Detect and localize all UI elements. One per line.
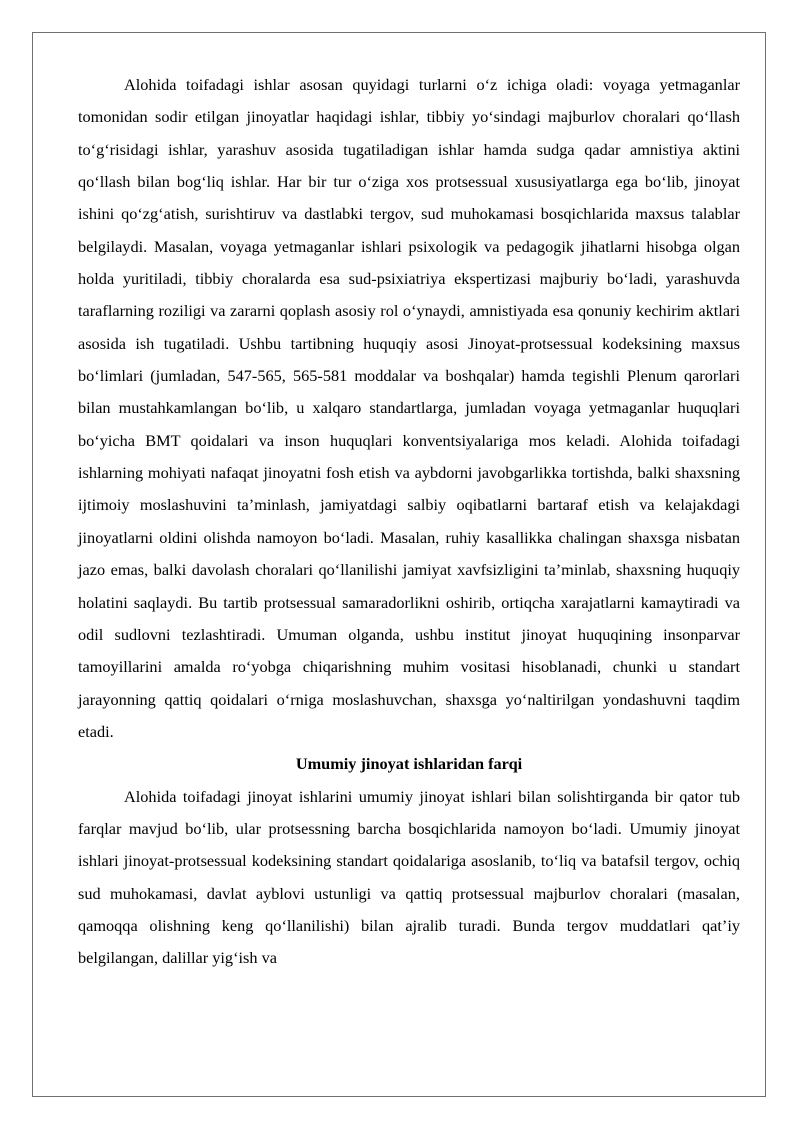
section-heading: Umumiy jinoyat ishlaridan farqi: [295, 754, 523, 774]
body-paragraph: Alohida toifadagi ishlar asosan quyidagi turlarni o‘z ichiga oladi: voyaga yetmaganlar tomonidan sodir etilgan jinoyatlar haqidagi ishlar, tibbiy yo‘sindagi majburlov choralari qo‘llash to‘g‘risidagi ishlar, yarashuv asosida tugatiladigan ishlar hamda sudga qadar amnistiya aktini qo‘llash bilan bog‘liq ishlar. Har bir tur o‘ziga xos protsessual xususiyatlarga ega bo‘lib, jinoyat ishini qo‘zg‘atish, surishtiruv va dastlabki tergov, sud muhokamasi bosqichlarida maxsus talablar belgilaydi. Masalan, voyaga yetmaganlar ishlari psixologik va pedagogik jihatlarni hisobga olgan holda yuritiladi, tibbiy choralarda esa sud-psixiatriya ekspertizasi majburiy bo‘ladi, yarashuvda taraflarning roziligi va zararni qoplash asosiy rol o‘ynaydi, amnistiyada esa qonuniy kechirim aktlari asosida ish tugatiladi. Ushbu tartibning huquqiy asosi Jinoyat-protsessual kodeksining maxsus bo‘limlari (jumladan, 547-565, 565-581 moddalar va boshqalar) hamda tegishli Plenum qarorlari bilan mustahkamlangan bo‘lib, u xalqaro standartlarga, jumladan voyaga yetmaganlar huquqlari bo‘yicha BMT qoidalari va inson huquqlari konventsiyalariga mos keladi. Alohida toifadagi ishlarning mohiyati nafaqat jinoyatni fosh etish va aybdorni javobgarlikka tortishda, balki shaxsning ijtimoiy moslashuvini ta’minlash, jamiyatdagi salbiy oqibatlarni bartaraf etish va kelajakdagi jinoyatlarni oldini olishda namoyon bo‘ladi. Masalan, ruhiy kasallikka chalingan shaxsga nisbatan jazo emas, balki davolash choralari qo‘llanilishi jamiyat xavfsizligini ta’minlab, shaxsning huquqiy holatini saqlaydi. Bu tartib protsessual samaradorlikni oshirib, ortiqcha xarajatlarni kamaytiradi va odil sudlovni tezlashtiradi. Umuman olganda, ushbu institut jinoyat huquqining insonparvar tamoyillarini amalda ro‘yobga chiqarishning muhim vositasi hisoblanadi, chunki u standart jarayonning qattiq qoidalari o‘rniga moslashuvchan, shaxsga yo‘naltirilgan yondashuvni taqdim etadi.: [78, 75, 740, 741]
document-body: [78, 69, 740, 975]
body-paragraph: Alohida toifadagi jinoyat ishlarini umumiy jinoyat ishlari bilan solishtirganda bir qator tub farqlar mavjud bo‘lib, ular protsessning barcha bosqichlarida namoyon bo‘ladi. Umumiy jinoyat ishlari jinoyat-protsessual kodeksining standart qoidalariga asoslanib, to‘liq va batafsil tergov, ochiq sud muhokamasi, davlat ayblovi ustunligi va qattiq protsessual majburlov choralari (masalan, qamoqqa olishning keng qo‘llanilishi) bilan ajralib turadi. Bunda tergov muddatlari qat’iy belgilangan, dalillar yig‘ish va: [78, 786, 740, 968]
